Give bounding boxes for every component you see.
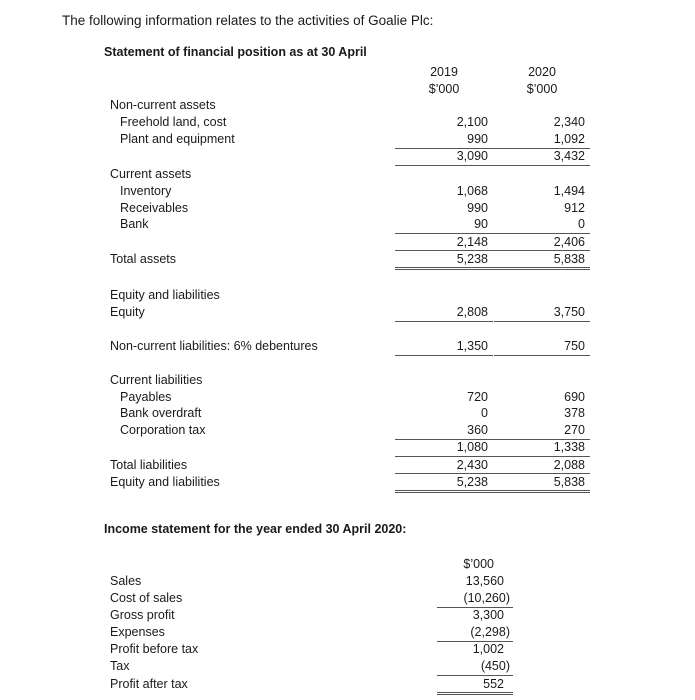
current-liabilities-label: Current liabilities: [110, 373, 203, 387]
total-liabilities-label: Total liabilities: [110, 458, 188, 472]
divider: [494, 355, 590, 356]
income-row-label: Gross profit: [110, 608, 175, 622]
equity-and-liabilities-total-2020: 5,838: [553, 475, 585, 489]
row-value-2020: 270: [564, 423, 585, 437]
non-current-liabilities-2020: 750: [564, 339, 585, 353]
row-value-2020: 378: [564, 406, 585, 420]
row-value-2019: 990: [467, 201, 488, 215]
row-value-2020: 2,340: [553, 115, 585, 129]
income-row-value: 13,560: [465, 574, 504, 588]
income-row-value: 3,300: [472, 608, 504, 622]
equity-and-liabilities-total-label: Equity and liabilities: [110, 475, 220, 489]
col-header-2019-unit: $’000: [428, 82, 460, 96]
divider: [494, 321, 590, 322]
intro-text: The following information relates to the activities of Goalie Plc:: [62, 13, 434, 28]
row-label: Freehold land, cost: [120, 115, 227, 129]
total-assets-label: Total assets: [110, 252, 177, 266]
total-assets-2019: 5,238: [456, 252, 488, 266]
double-divider: [395, 267, 590, 270]
equity-label: Equity: [110, 305, 145, 319]
equity-and-liabilities-heading: Equity and liabilities: [110, 288, 220, 302]
non-current-assets-label: Non-current assets: [110, 98, 216, 112]
income-row-value: (10,260): [463, 591, 510, 605]
row-label: Inventory: [120, 184, 172, 198]
row-value-2020: 912: [564, 201, 585, 215]
subtotal-2019: 1,080: [456, 440, 488, 454]
row-value-2019: 1,068: [456, 184, 488, 198]
divider: [395, 321, 493, 322]
row-value-2019: 360: [467, 423, 488, 437]
subtotal-2020: 3,432: [553, 149, 585, 163]
equity-and-liabilities-total-2019: 5,238: [456, 475, 488, 489]
equity-2019: 2,808: [456, 305, 488, 319]
income-row-label: Tax: [110, 659, 130, 673]
income-row-value: 1,002: [472, 642, 504, 656]
row-label: Corporation tax: [120, 423, 206, 437]
subtotal-2020: 1,338: [553, 440, 585, 454]
divider: [395, 355, 493, 356]
double-divider: [437, 692, 513, 695]
total-assets-2020: 5,838: [553, 252, 585, 266]
non-current-liabilities-2019: 1,350: [456, 339, 488, 353]
row-value-2020: 0: [578, 217, 585, 231]
row-label: Receivables: [120, 201, 189, 215]
income-row-label: Cost of sales: [110, 591, 183, 605]
col-header-2019-year: 2019: [430, 65, 458, 79]
row-value-2019: 720: [467, 390, 488, 404]
current-assets-label: Current assets: [110, 167, 192, 181]
income-unit-header: $’000: [463, 557, 494, 571]
total-liabilities-2020: 2,088: [553, 458, 585, 472]
income-row-label: Profit after tax: [110, 677, 188, 691]
row-value-2019: 2,100: [456, 115, 488, 129]
row-label: Bank: [120, 217, 149, 231]
row-label: Payables: [120, 390, 172, 404]
row-value-2019: 90: [474, 217, 488, 231]
row-value-2019: 990: [467, 132, 488, 146]
row-value-2020: 1,092: [553, 132, 585, 146]
income-statement-title: Income statement for the year ended 30 April 2020:: [104, 522, 407, 536]
row-value-2020: 1,494: [553, 184, 585, 198]
double-divider: [395, 490, 590, 493]
row-value-2019: 0: [481, 406, 488, 420]
col-header-2020-year: 2020: [528, 65, 556, 79]
row-label: Bank overdraft: [120, 406, 202, 420]
equity-2020: 3,750: [553, 305, 585, 319]
income-row-value: 552: [483, 677, 504, 691]
row-value-2020: 690: [564, 390, 585, 404]
col-header-2020-unit: $’000: [526, 82, 558, 96]
income-row-value: (2,298): [470, 625, 510, 639]
income-row-label: Profit before tax: [110, 642, 199, 656]
income-row-label: Sales: [110, 574, 142, 588]
subtotal-2020: 2,406: [553, 235, 585, 249]
divider: [395, 165, 590, 166]
income-row-label: Expenses: [110, 625, 165, 639]
non-current-liabilities-label: Non-current liabilities: 6% debentures: [110, 339, 318, 353]
sofp-title: Statement of financial position as at 30 April: [104, 45, 367, 59]
income-row-value: (450): [480, 659, 510, 673]
total-liabilities-2019: 2,430: [456, 458, 488, 472]
subtotal-2019: 3,090: [456, 149, 488, 163]
subtotal-2019: 2,148: [456, 235, 488, 249]
row-label: Plant and equipment: [120, 132, 235, 146]
